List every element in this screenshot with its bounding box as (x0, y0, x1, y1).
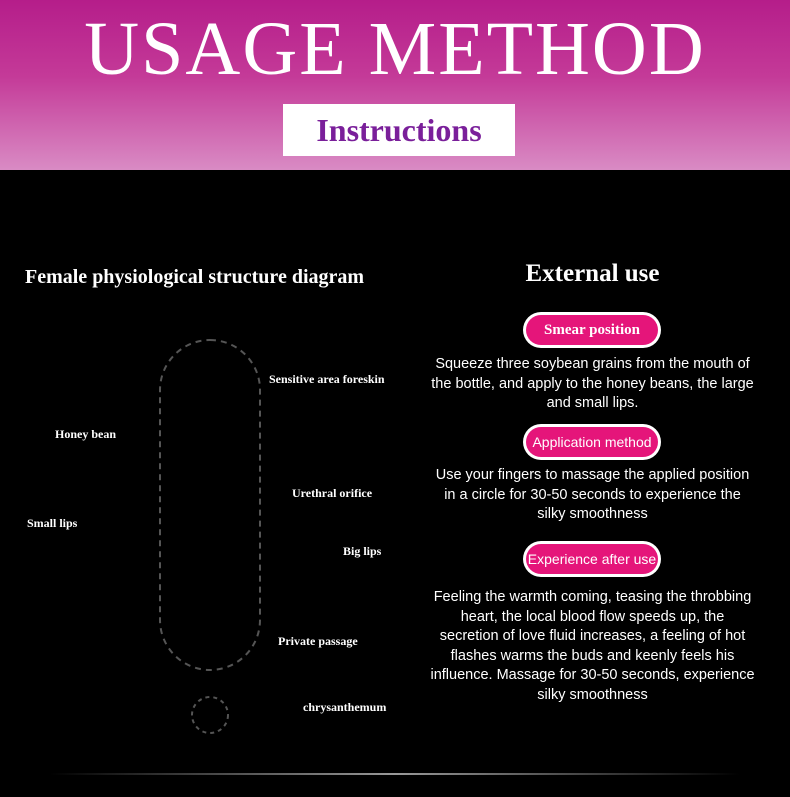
application-method-text: Use your fingers to massage the applied position in a circle for 30-50 seconds to experience the silky smoothness (435, 467, 750, 522)
smear-position-pill: Smear position (526, 315, 658, 345)
label-big-lips: Big lips (343, 544, 382, 558)
label-honey-bean: Honey bean (55, 427, 117, 441)
label-chrysanthemum: chrysanthemum (303, 700, 387, 714)
experience-pill: Experience after use (526, 544, 658, 574)
application-method-pill: Application method (526, 427, 658, 457)
diagram-title: Female physiological structure diagram (25, 266, 365, 288)
diagram-placeholder (150, 330, 270, 750)
smear-position-text: Squeeze three soybean grains from the mouth of the bottle, and apply to the honey beans, the large and small lips. (431, 356, 754, 411)
label-small-lips: Small lips (27, 516, 78, 530)
page-title: USAGE METHOD (84, 7, 706, 91)
instructions-badge: Instructions (283, 104, 515, 156)
experience-text: Feeling the warmth coming, teasing the throbbing heart, the local blood flow speeds up, the secretion of love fluid increases, a feeling of hot flashes warms the buds and keenly feels his influence. Massage for 30-50 seconds, experience silky smoothness (430, 589, 755, 703)
label-private-passage: Private passage (278, 634, 358, 648)
footer-divider (50, 773, 740, 775)
header-banner (0, 0, 790, 170)
section-title: External use (525, 260, 660, 287)
label-sensitive-area: Sensitive area foreskin (269, 372, 385, 386)
label-urethral: Urethral orifice (292, 486, 373, 500)
